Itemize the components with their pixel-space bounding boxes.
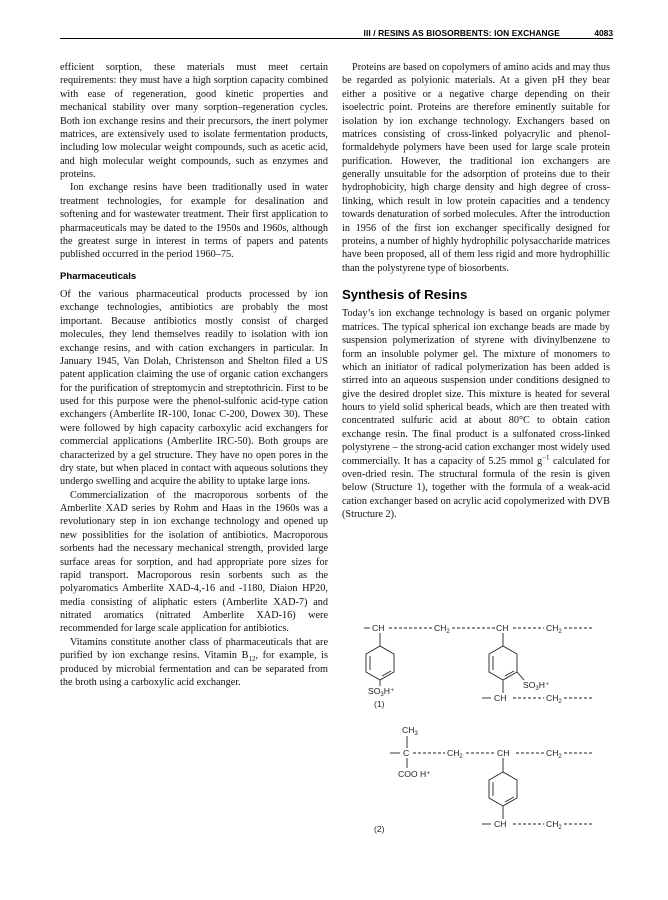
left-paragraph-2: Ion exchange resins have been traditionally used in water treatment technologies, for example for desalination and softening and for wastewater treatment. Their first application to pharmaceuticals may be dated to the 1950s and 1960s, although the greatest surge in interest in terms of papers and patents published occurred in the period 1960–75. [60, 182, 328, 261]
structures-svg [360, 616, 620, 838]
s2-bottom-label-2: $CH_2$ [546, 819, 562, 831]
s2-c-label: C [403, 748, 410, 758]
structure-2-label: (2) [374, 824, 385, 834]
right-paragraph-2 [342, 307, 610, 521]
s1-bottom-label-1: CH [494, 693, 507, 703]
s1-right-ring-double-2 [505, 671, 514, 676]
s2-ch3-label: $CH_3$ [402, 725, 418, 737]
right-column [342, 61, 610, 521]
s2-cooh-label: COO H⁺ [398, 769, 431, 779]
left-paragraph-4: Commercialization of the macroporous sorbents of the Amberlite XAD series by Rohm and Haas in the 1960s was a revolutionary step in ion exchange technology and opened up new possiblities for the isolation of antibiotics. Macroporous sorbents had the necessary mechanical strength, provided large surface areas for sorption, and had appropriate pore sizes for rapid transport. Macroporous resin sorbents such as the polyaromatics Amberlite XAD-4,-16 and -1180, Diaion HP20, media consisting of aliphatic esters (Amberlite XAD-7) and nitrated aromatics (nitrated Amberlite XAD-16) were recommended for large scale application for antibiotics. [60, 489, 328, 635]
s1-chain-label-3: CH [496, 623, 509, 633]
s2-ch-label: CH [497, 748, 510, 758]
s1-bottom-label-2: $CH_2$ [546, 693, 562, 705]
s1-left-ring-double-2 [382, 671, 391, 676]
s1-so3h-left: $SO_3H^+$ [368, 686, 395, 698]
left-paragraph-3: Of the various pharmaceutical products processed by ion exchange technologies, antibiotics are probably the most important. Because antibiotics mostly consist of charged molecules, they lend themselves readily to isolation with ion exchange resins, and with cation exchangers in particular. In January 1945, Van Dolah, Christenson and Shelton filed a US patent application claiming the use of organic cation exchangers for the purification of streptomycin and streptothricin. First to be used for this purpose were the phenol-sulfonic acid-type cation exchangers (Amberlite IR-100, Ionac C-200, Dowex 30). These were followed by high capacity carboxylic acid exchangers for commercial applications (Amberlite IRC-50). Both groups are characterized by a gel structure. They have no open pores in the dry state, but when placed in contact with aqueous solutions they undergo swelling and acquire the ability to uptake large ions. [60, 289, 328, 488]
structure-1-label: (1) [374, 699, 385, 709]
left-paragraph-1: efficient sorption, these materials must meet certain requirements: they must have a high sorption capacity combined with ease of regeneration, good kinetic properties and mechanical stability over many sorption–regeneration cycles. Both ion exchange resins and their precursors, the inert polymer matrices, are extensively used to isolate fermentation products, including low molecular weight compounds, such as acetic acid, and high molecular weight compounds, such as enzymes and proteins. [60, 62, 328, 180]
s1-chain-label-1: CH [372, 623, 385, 633]
section-heading-synthesis: Synthesis of Resins [342, 287, 468, 302]
unit-superscript: −1 [542, 453, 550, 462]
s1-right-so3-bond [517, 672, 524, 680]
s2-ring-double-2 [505, 797, 514, 802]
s1-chain-label-2: $CH_2$ [434, 623, 450, 635]
running-head: III / RESINS AS BIOSORBENTS: ION EXCHANGE [363, 28, 560, 38]
synthesis-text-end: calculated for oven-dried resin. The structural formula of the resin is given below (Structure 1), together with the formula of a weak-acid cation exchanger based on acrylic acid copolymerized with DVB (Structure 2). [342, 455, 610, 520]
left-paragraph-5 [60, 636, 328, 690]
header-rule [60, 38, 613, 39]
right-paragraph-1: Proteins are based on copolymers of amino acids and may thus be regarded as polyionic materials. At a given pH they bear either a positive or a negative charge depending on their isoelectric point. Proteins are therefore eminently suitable for isolation by ion exchange technology. Exchangers based on matrices consisting of cross-linked polyacrylic and phenol-formaldehyde polymers have been used for large scale protein purification. However, the traditional ion exchangers are generally unsuitable for the adsorption of proteins due to their hydrophobicity, high charge density and high degree of cross-linking, which result in low protein capacities and a tendency towards denaturation of sorbed molecules. After the introduction in 1956 of the first ion exchanger specifically designed for proteins, a number of highly hydrophilic polysaccharide matrices have been proposed, all of them less rigid and more hydrophillic than the polystyrene type of biosorbents. [342, 62, 610, 274]
vitamin-subscript: 12 [248, 655, 256, 664]
s1-chain-label-4: $CH_2$ [546, 623, 562, 635]
left-column [60, 61, 328, 689]
s2-bottom-label-1: CH [494, 819, 507, 829]
structure-figure [360, 616, 620, 838]
s1-so3h-right: $SO_3H^+$ [523, 680, 550, 692]
vitamin-text-end: , for example, is produced by microbial fermentation and can be separated from the broth using a carboxylic acid exchanger. [60, 650, 328, 688]
vitamin-text-start: Vitamins constitute another class of pharmaceuticals that are purified by ion exchange resins. Vitamin B [60, 636, 328, 662]
synthesis-text-start: Today’s ion exchange technology is based on organic polymer matrices. The typical spherical ion exchange beads are made by suspension polymerization of styrene with divinylbenzene to form an insoluble polymer gel. The mixture of monomers to which an initiator of radical polymerization has been added is stirred into an aqueous suspension under conditions designed to give the desired droplet size. This mixture is heated for several hours to yield solid spherical beads, which are then treated with concentrated sulfuric acid at about 80°C to obtain cation exchange resin. The final product is a sulfonated cross-linked polystyrene – the strong-acid cation exchanger most widely used commercially. It has a capacity of 5.25 mmol g [342, 308, 610, 467]
s2-ch2-label-b: $CH_2$ [546, 748, 562, 760]
subheading-pharmaceuticals: Pharmaceuticals [60, 270, 137, 282]
page-number: 4083 [594, 28, 613, 38]
s2-ch2-label-a: $CH_2$ [447, 748, 463, 760]
